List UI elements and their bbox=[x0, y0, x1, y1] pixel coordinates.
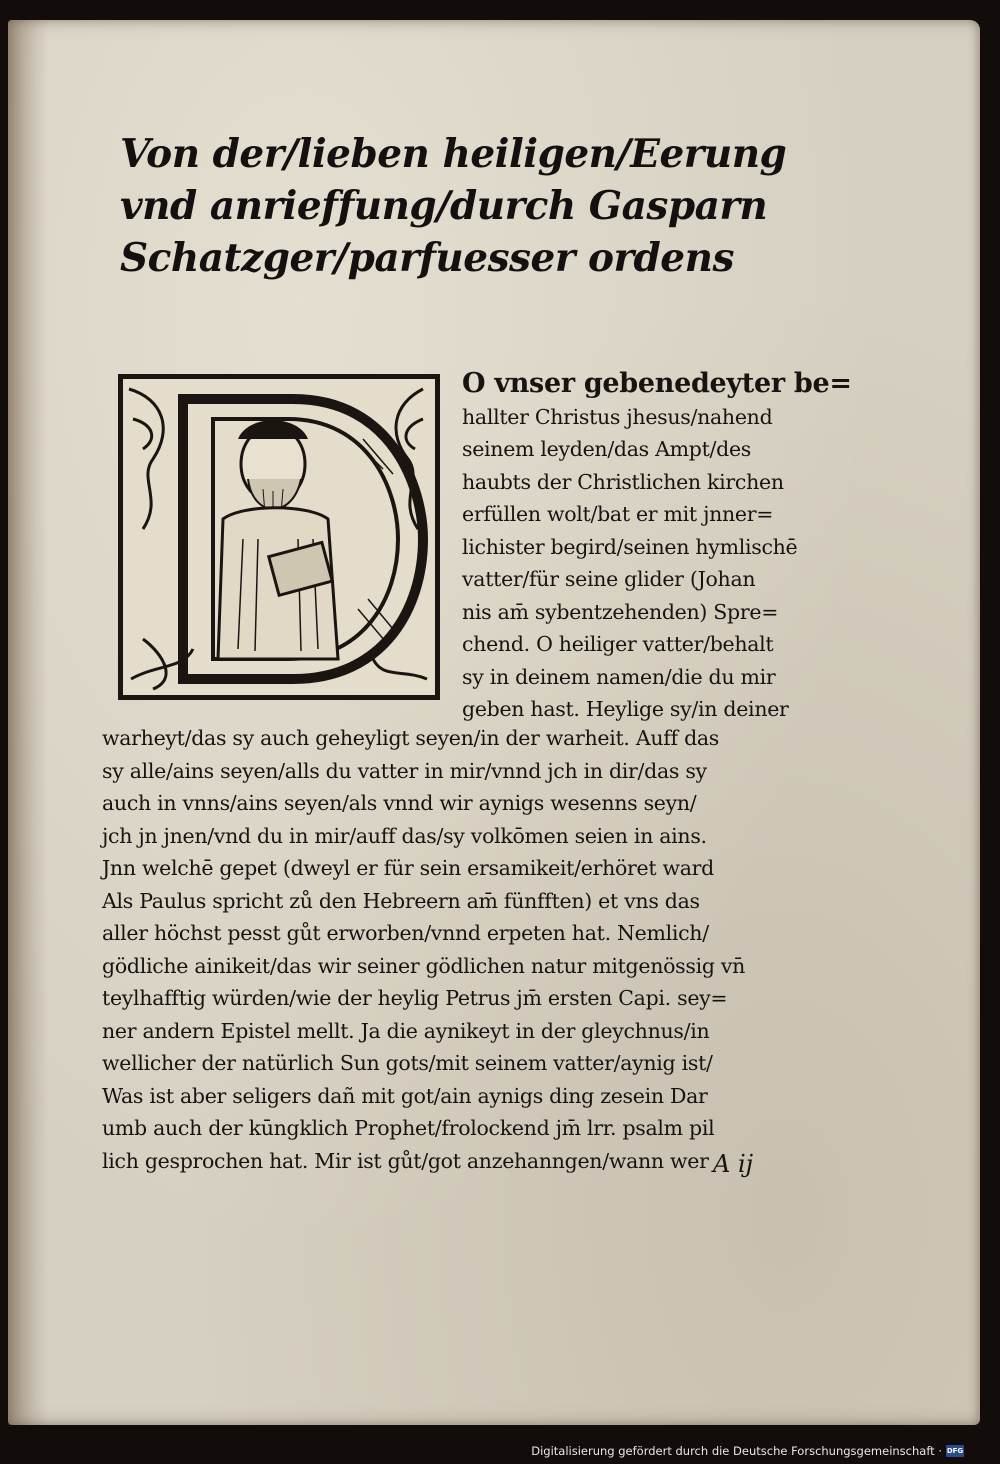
text-line: jch jn jnen/vnd du in mir/auff das/sy volkōmen seien in ains. bbox=[102, 823, 707, 848]
text-line: Was ist aber seligers dañ mit got/ain aynigs ding zesein Dar bbox=[102, 1083, 708, 1108]
text-line: hallter Christus jhesus/nahend bbox=[462, 404, 773, 429]
text-line: geben hast. Heylige sy/in deiner bbox=[462, 697, 789, 721]
dfg-logo-icon: DFG bbox=[946, 1447, 964, 1455]
text-line: warheyt/das sy auch geheyligt seyen/in der warheit. Auff das bbox=[102, 726, 720, 750]
text-line: gödliche ainikeit/das wir seiner gödlichen natur mitgenössig vn̄ bbox=[102, 953, 746, 978]
text-line: chend. O heiliger vatter/behalt bbox=[462, 632, 774, 656]
title-line-3: Schatzger/parfuesser ordens bbox=[120, 235, 734, 281]
text-line: auch in vnns/ains seyen/als vnnd wir aynigs wesenns seyn/ bbox=[102, 791, 697, 815]
text-line: sy alle/ains seyen/alls du vatter in mir/vnnd jch in dir/das sy bbox=[102, 758, 707, 783]
text-line: nis am̄ sybentzehenden) Spre= bbox=[462, 599, 779, 624]
text-block-full-width bbox=[102, 722, 832, 1177]
text-line: lichister begird/seinen hymlischē bbox=[462, 534, 798, 559]
text-line: vatter/für seine glider (Johan bbox=[462, 567, 756, 591]
signature-mark: A ij bbox=[713, 1150, 754, 1178]
text-line: haubts der Christlichen kirchen bbox=[462, 469, 784, 494]
text-line: wellicher der natürlich Sun gots/mit seinem vatter/aynig ist/ bbox=[102, 1051, 713, 1075]
text-line: Jnn welchē gepet (dweyl er für sein ersamikeit/erhöret ward bbox=[102, 856, 714, 880]
text-line: sy in deinem namen/die du mir bbox=[462, 664, 776, 689]
woodcut-portrait-illustration bbox=[123, 379, 435, 695]
page-title bbox=[120, 128, 900, 284]
text-line: ner andern Epistel mellt. Ja die aynikeyt in der gleychnus/in bbox=[102, 1018, 710, 1043]
text-line: lich gesprochen hat. Mir ist gůt/got anzehanngen/wann wer bbox=[102, 1148, 709, 1173]
text-line: Als Paulus spricht zů den Hebreern am̄ fünfften) et vns das bbox=[102, 888, 700, 913]
text-line: erfüllen wolt/bat er mit jnner= bbox=[462, 502, 774, 526]
title-line-1: Von der/lieben heiligen/Eerung bbox=[120, 131, 787, 177]
title-line-2: vnd anrieffung/durch Gasparn bbox=[120, 183, 768, 229]
text-line: teylhafftig würden/wie der heylig Petrus jm̄ ersten Capi. sey= bbox=[102, 986, 728, 1010]
footer-text: Digitalisierung gefördert durch die Deutsche Forschungsgemeinschaft · bbox=[531, 1444, 942, 1458]
woodcut-initial bbox=[118, 374, 440, 700]
text-line: aller höchst pesst gůt erworben/vnnd erpeten hat. Nemlich/ bbox=[102, 921, 709, 945]
text-line: seinem leyden/das Ampt/des bbox=[462, 437, 751, 461]
digitization-footer bbox=[531, 1444, 964, 1458]
text-column-right bbox=[462, 368, 852, 726]
text-line: O vnser gebenedeyter be= bbox=[462, 368, 852, 399]
text-line: umb auch der kūngklich Prophet/frolockend jm̄ lrr. psalm pil bbox=[102, 1116, 715, 1140]
